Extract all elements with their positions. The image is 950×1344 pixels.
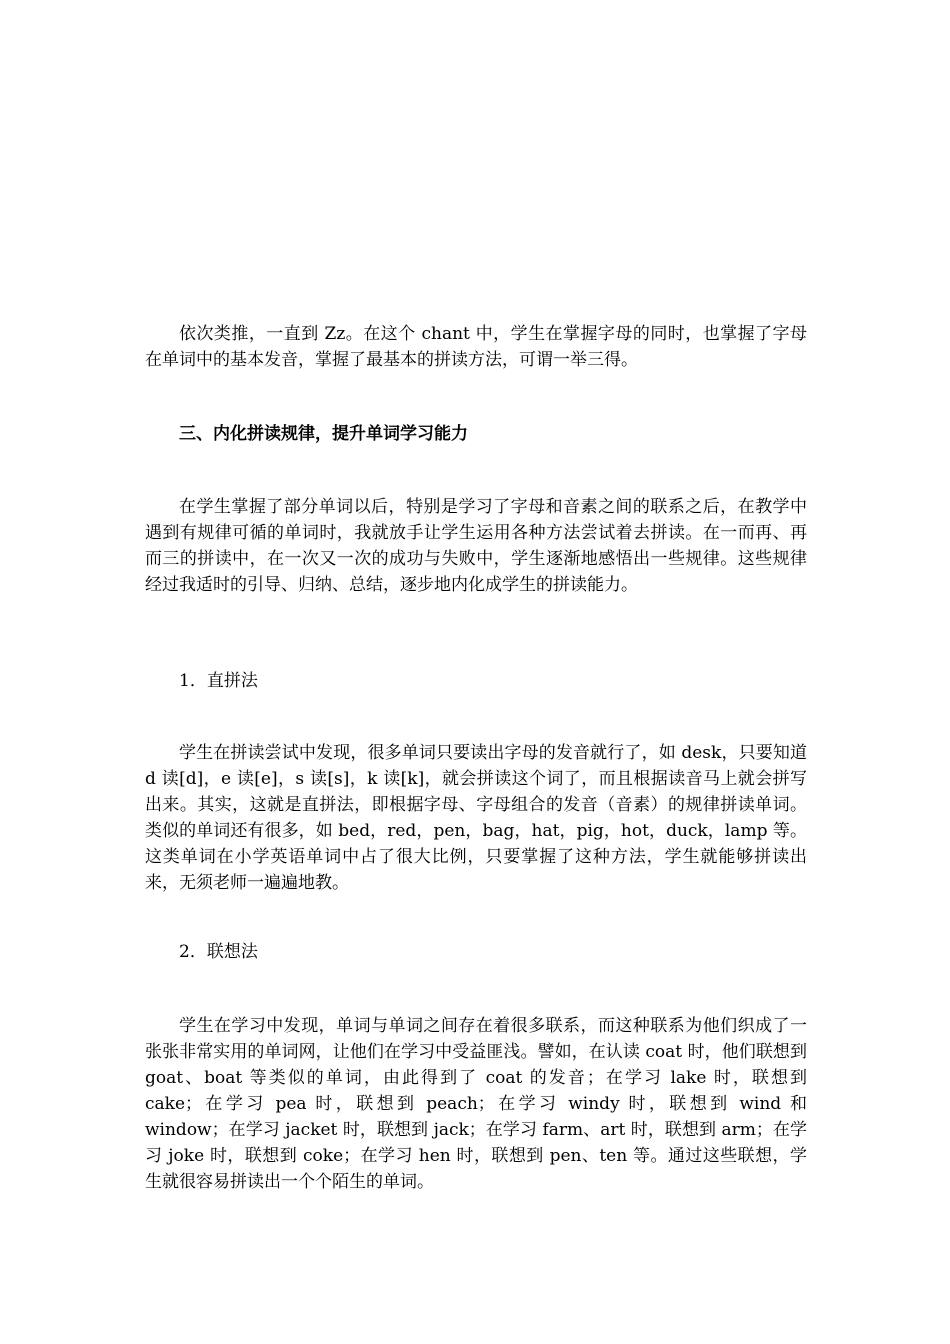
section-heading: 三、内化拼读规律，提升单词学习能力: [179, 424, 468, 444]
paragraph-spelling-rules: 在学生掌握了部分单词以后，特别是学习了字母和音素之间的联系之后，在教学中遇到有规律可循的单词时，我就放手让学生运用各种方法尝试着去拼读。在一而再、再而三的拼读中，在一次又一次的成功与失败中，学生逐渐地感悟出一些规律。这些规律经过我适时的引导、归纳、总结，逐步地内化成学生的拼读能力。: [145, 497, 807, 595]
paragraph-chant-summary: 依次类推，一直到 Zz。在这个 chant 中，学生在掌握字母的同时，也掌握了字母在单词中的基本发音，掌握了最基本的拼读方法，可谓一举三得。: [145, 324, 807, 370]
item-direct-spelling-title: 1．直拼法: [179, 671, 258, 691]
paragraph-association: 学生在学习中发现，单词与单词之间存在着很多联系，而这种联系为他们织成了一张张非常实用的单词网，让他们在学习中受益匪浅。譬如，在认读 coat 时，他们联想到 goat、boat 等类似的单词，由此得到了 coat 的发音；在学习 lake 时，联想到 cake；在学习 pea 时，联想到 peach；在学习 windy 时，联想到 wind 和 window；在学习 jacket 时，联想到 jack；在学习 farm、art 时，联想到 arm；在学习 joke 时，联想到 coke；在学习 hen 时，联想到 pen、ten 等。通过这些联想，学生就很容易拼读出一个个陌生的单词。: [145, 1016, 807, 1192]
item-association-title: 2．联想法: [179, 942, 258, 962]
paragraph-direct-spelling: 学生在拼读尝试中发现，很多单词只要读出字母的发音就行了，如 desk，只要知道 d 读[d]，e 读[e]，s 读[s]，k 读[k]，就会拼读这个词了，而且根据读音马上就会拼写出来。其实，这就是直拼法，即根据字母、字母组合的发音（音素）的规律拼读单词。类似的单词还有很多，如 bed，red，pen，bag，hat，pig，hot，duck，lamp 等。这类单词在小学英语单词中占了很大比例，只要掌握了这种方法，学生就能够拼读出来，无须老师一遍遍地教。: [145, 743, 807, 893]
